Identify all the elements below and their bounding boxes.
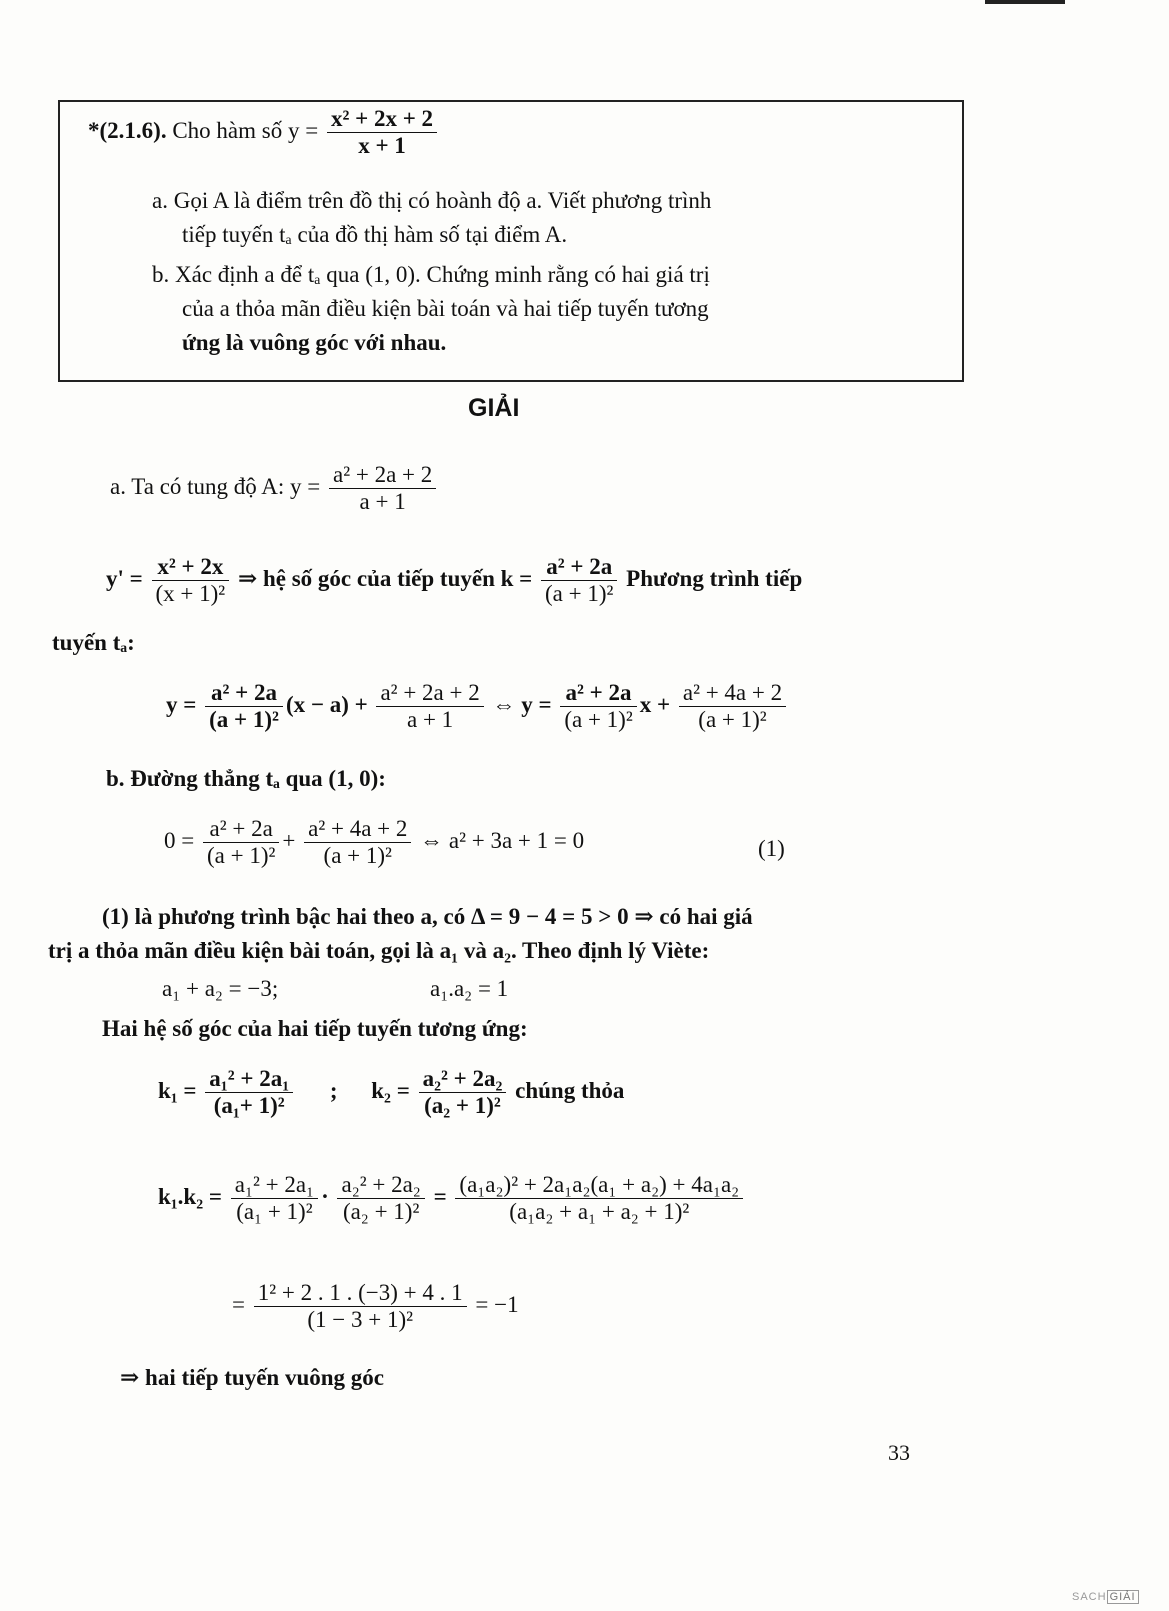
fraction-numerator: 1² + 2 . 1 . (−3) + 4 . 1 — [254, 1280, 467, 1307]
problem-statement — [88, 106, 440, 160]
condition-equation — [164, 816, 584, 870]
fraction-numerator: a² + 4a + 2 — [679, 680, 786, 707]
fraction-numerator: a² + 2a + 2 — [376, 680, 483, 707]
discriminant-paragraph — [48, 900, 948, 968]
k1-lhs: k₁ = — [158, 1078, 197, 1104]
slope-text: ⇒ hệ số góc của tiếp tuyến k = — [237, 566, 533, 592]
fraction-denominator: (a₁a₂ + a₁ + a₂ + 1)² — [509, 1199, 690, 1225]
calculation-line — [232, 1280, 519, 1334]
problem-function — [327, 106, 437, 160]
fraction-denominator: a + 1 — [359, 489, 406, 515]
fraction-numerator: a² + 2a + 2 — [329, 462, 436, 489]
part-b-line2: của a thỏa mãn điều kiện bài toán và hai tiếp tuyến tương — [182, 296, 709, 321]
fraction-numerator: a² + 4a + 2 — [304, 816, 411, 843]
para1-line2: trị a thỏa mãn điều kiện bài toán, gọi là a₁ và a₂. Theo định lý Viète: — [48, 938, 710, 963]
product-lhs: k₁.k₂ = — [158, 1184, 222, 1210]
product-fraction-2 — [337, 1172, 424, 1226]
slopes-line — [158, 1066, 624, 1120]
part-b-line1: b. Xác định a để tₐ qua (1, 0). Chứng minh rằng có hai giá trị — [152, 262, 710, 287]
fraction-denominator: (a₁+ 1)² — [213, 1093, 285, 1119]
quadratic-equation: ⇔ a² + 3a + 1 = 0 — [420, 828, 585, 854]
k2-fraction — [419, 1066, 507, 1120]
watermark-logo: GIẢI — [1107, 1590, 1139, 1604]
watermark-left: SACH — [1072, 1591, 1107, 1603]
product-fraction-1 — [231, 1172, 318, 1226]
tangent-text: Phương trình tiếp — [626, 566, 803, 592]
derivative-line — [106, 554, 802, 608]
calc-eq: = — [232, 1292, 245, 1318]
top-rule — [985, 0, 1065, 4]
fraction-denominator: (1 − 3 + 1)² — [307, 1307, 413, 1333]
product-fraction-3 — [455, 1172, 743, 1226]
fraction-numerator: a₂² + 2a₂ — [419, 1066, 507, 1093]
eq2-plus: + — [282, 828, 296, 854]
fraction-numerator: a² + 2a — [205, 680, 283, 707]
eq1-iff: ⇔ y = — [492, 692, 552, 718]
k2-tail: chúng thỏa — [515, 1078, 625, 1104]
fraction-numerator: a² + 2a — [560, 680, 636, 707]
eq-lhs: y = — [166, 692, 197, 718]
part-a — [152, 184, 711, 252]
part-a-line2: tiếp tuyến tₐ của đồ thị hàm số tại điểm A. — [182, 222, 568, 247]
fraction-denominator: (a + 1)² — [209, 707, 279, 733]
problem-label: *(2.1.6). — [88, 118, 167, 144]
fraction-numerator: a₂² + 2a₂ — [337, 1172, 424, 1199]
eq1-fraction-3 — [560, 680, 636, 734]
eq2-fraction-1 — [203, 816, 279, 870]
viete-product: a₁.a₂ = 1 — [430, 976, 509, 1001]
fraction-denominator: (a + 1)² — [564, 707, 633, 733]
product-dot: · — [321, 1184, 329, 1210]
page-number: 33 — [888, 1440, 910, 1465]
watermark — [1072, 1590, 1139, 1604]
derivative-lhs: y' = — [106, 566, 143, 592]
tangent-label: tuyến tₐ: — [52, 630, 135, 655]
eq1-fraction-2 — [376, 680, 483, 734]
ordinate-intro: a. Ta có tung độ A: y = — [110, 474, 321, 500]
fraction-numerator: a² + 2a — [203, 816, 279, 843]
part-b — [152, 258, 710, 360]
fraction-denominator: (a₂ + 1)² — [342, 1199, 420, 1225]
viete-sum: a₁ + a₂ = −3; — [162, 976, 279, 1001]
para1-line1: (1) là phương trình bậc hai theo a, có Δ = 9 − 4 = 5 > 0 ⇒ có hai giá — [102, 904, 753, 929]
ordinate-fraction — [329, 462, 436, 516]
problem-intro: Cho hàm số y = — [172, 118, 319, 144]
product-eq: = — [433, 1184, 447, 1210]
tangent-equation — [166, 680, 789, 734]
fraction-denominator: (x + 1)² — [155, 581, 226, 607]
part-b-intro: b. Đường thẳng tₐ qua (1, 0): — [106, 766, 386, 791]
eq2-lhs: 0 = — [164, 828, 195, 854]
eq2-fraction-2 — [304, 816, 411, 870]
part-a-line1: a. Gọi A là điểm trên đồ thị có hoành độ a. Viết phương trình — [152, 188, 712, 213]
fraction-denominator: (a₂ + 1)² — [424, 1093, 501, 1119]
fraction-denominator: (a + 1)² — [323, 843, 392, 869]
separator: ; — [329, 1078, 338, 1104]
fraction-numerator: (a₁a₂)² + 2a₁a₂(a₁ + a₂) + 4a₁a₂ — [455, 1172, 743, 1199]
eq1-mid: (x − a) + — [285, 692, 368, 718]
solution-heading: GIẢI — [468, 394, 520, 422]
fraction-numerator: a₁² + 2a₁ — [231, 1172, 318, 1199]
calc-fraction — [254, 1280, 467, 1334]
fraction-denominator: (a + 1)² — [545, 581, 614, 607]
fraction-numerator: a₁² + 2a₁ — [205, 1066, 293, 1093]
product-equation — [158, 1172, 746, 1226]
derivative-fraction — [152, 554, 230, 608]
conclusion: ⇒ hai tiếp tuyến vuông góc — [120, 1365, 384, 1390]
fraction-numerator: x² + 2x — [152, 554, 230, 581]
k2-lhs: k₂ = — [371, 1078, 410, 1104]
fraction-denominator: x + 1 — [358, 133, 406, 159]
ordinate-line — [110, 462, 439, 516]
eq1-fraction-1 — [205, 680, 283, 734]
fraction-denominator: (a₁ + 1)² — [236, 1199, 313, 1225]
fraction-denominator: (a + 1)² — [698, 707, 767, 733]
fraction-denominator: (a + 1)² — [206, 843, 276, 869]
eq1-fraction-4 — [679, 680, 786, 734]
k1-fraction — [205, 1066, 293, 1120]
fraction-numerator: a² + 2a — [541, 554, 617, 581]
slope-fraction — [541, 554, 617, 608]
fraction-numerator: x² + 2x + 2 — [327, 106, 437, 133]
calc-result: = −1 — [475, 1292, 519, 1318]
part-b-line3: ứng là vuông góc với nhau. — [182, 330, 447, 355]
slopes-intro: Hai hệ số góc của hai tiếp tuyến tương ứng: — [102, 1016, 528, 1041]
eq1-x: x + — [639, 692, 671, 718]
equation-tag: (1) — [758, 836, 785, 861]
fraction-denominator: a + 1 — [407, 707, 454, 733]
